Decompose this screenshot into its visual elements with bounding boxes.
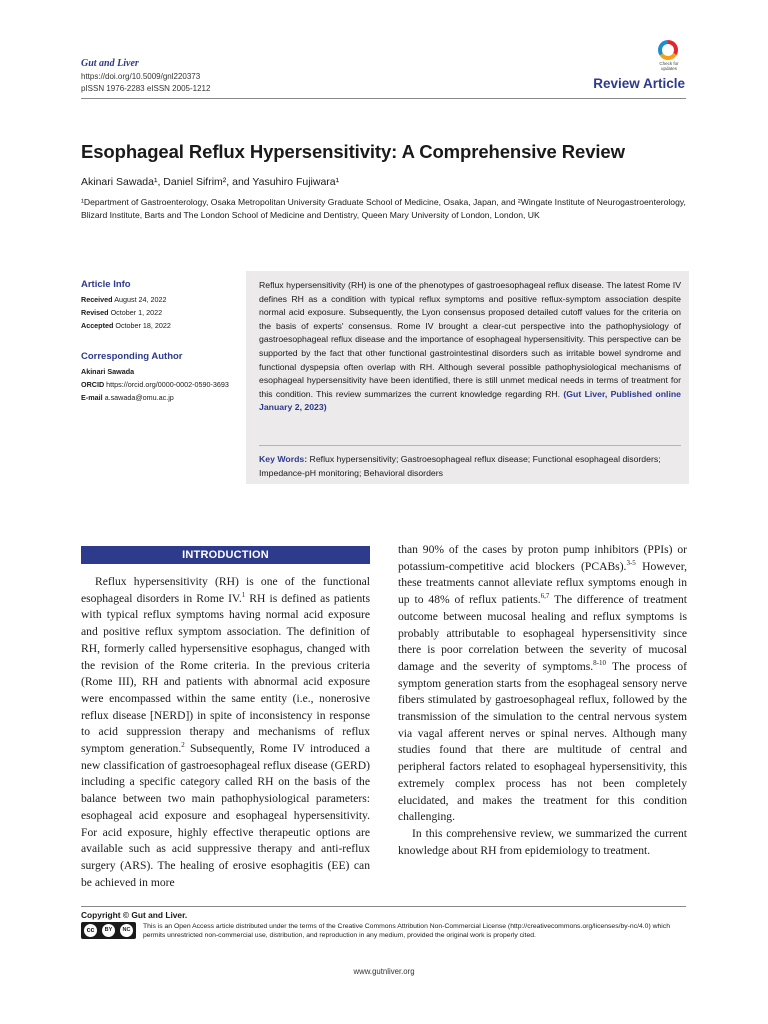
affiliations: ¹Department of Gastroenterology, Osaka Metropolitan University Graduate School of Medicine, Osaka, Japan, and ²Wingate Institute of Neurogastroenterology, Blizard Institute, Barts and The London School of Medicine and Dentistry, Queen Mary University of London, London, UK (81, 197, 686, 220)
author-list: Akinari Sawada¹, Daniel Sifrim², and Yasuhiro Fujiwara¹ (81, 176, 340, 188)
doi-link[interactable]: https://doi.org/10.5009/gnl220373 (81, 72, 201, 81)
by-icon: BY (102, 924, 115, 937)
abstract-citation: (Gut Liver, Published online January 2, 2023) (259, 388, 681, 413)
journal-website[interactable]: www.gutnliver.org (353, 967, 415, 976)
issn-line: pISSN 1976-2283 eISSN 2005-1212 (81, 84, 211, 93)
creative-commons-icon[interactable] (81, 922, 136, 939)
article-title: Esophageal Reflux Hypersensitivity: A Comprehensive Review (81, 141, 625, 162)
abstract-text: Reflux hypersensitivity (RH) is one of the phenotypes of gastroesophageal reflux disease. The latest Rome IV defines RH as a condition with typical reflux symptoms and positive reflux-symptom association despite normal acid exposure. Subsequently, the Lyon consensus proposed detailed cutoff values for the criteria on the basis of experts' consensus. Rome IV brought a clear-cut perspective into the pathophysiology of gastroesophageal reflux disease and the importance of esophageal hypersensitivity. This perspective can be supported by the fact that other functional gastrointestinal disorders such as irritable bowel syndrome and functional dyspepsia often overlap with RH. Although several possible pathophysiological mechanisms of esophageal hypersensitivity have been identified, there is still unmet medical needs in terms of treatment for this condition. This review summarizes the current knowledge regarding RH. (Gut Liver, Published online January 2, 2023) (259, 280, 681, 413)
corresponding-author-name: Akinari Sawada (81, 367, 135, 376)
body-paragraph: Reflux hypersensitivity (RH) is one of the functional esophageal disorders in Rome IV.$^1$ RH is defined as patients with typical reflux symptoms having normal acid exposure and positive reflux symptom association. The definition of RH, formerly called hypersensitive esophagus, changed with the revision of the Rome criteria. In the previous criteria (Rome III), RH and patients with abnormal acid exposure were encompassed within the same entity (i.e., nonerosive reflux disease [NERD]) in spite of inconsistency in response to acid suppression therapy and mechanisms of reflux symptom generation.$^2$ Subsequently, Rome IV introduced a new classification of gastroesophageal reflux disease (GERD) including a specific category called RH on the basis of the balance between two main pathophysiological parameters: esophageal acid exposure and esophageal hypersensitivity. For acid exposure, highly effective therapeutic options are available such as acid suppressive therapy and anti-reflux surgery (ARS). The healing of erosive esophagitis (EE) can be achieved in more (81, 575, 370, 889)
article-info-heading: Article Info (81, 279, 131, 290)
footer-divider (81, 906, 686, 907)
header-divider (81, 98, 686, 99)
check-for-updates-badge[interactable] (651, 38, 687, 74)
cc-icon: cc (84, 924, 97, 937)
license-text: This is an Open Access article distributed under the terms of the Creative Commons Attribution Non-Commercial License (http://creativecommons.org/licenses/by-nc/4.0) which permits unrestricted non-commercial use, distribution, and reproduction in any medium, provided the original work is properly cited. (143, 923, 670, 940)
received-date: Received August 24, 2022 (81, 295, 167, 304)
accepted-date: Accepted October 18, 2022 (81, 321, 171, 330)
keywords-divider (259, 445, 681, 446)
section-heading-introduction: INTRODUCTION (81, 546, 370, 564)
copyright-line: Copyright © Gut and Liver. (81, 910, 188, 920)
body-left-column (81, 574, 370, 891)
orcid-line[interactable]: ORCID https://orcid.org/0000-0002-0590-3693 (81, 380, 229, 389)
keywords: Key Words: Reflux hypersensitivity; Gastroesophageal reflux disease; Functional esophageal disorders; Impedance-pH monitoring; Behavioral disorders (259, 454, 661, 478)
article-type-label: Review Article (593, 76, 685, 91)
body-paragraph: than 90% of the cases by proton pump inhibitors (PPIs) or potassium-competitive acid blockers (PCABs).$^{3-5}$ However, these treatments cannot alleviate reflux symptoms enough in up to 48% of reflux patients.$^{6,7}$ The difference of treatment outcome between mucosal healing and reflux symptoms is probably attributable to esophageal hypersensitivity since there is poor correlation between the severity of mucosal damage and the severity of symptoms.$^{8-10}$ The process of symptom generation starts from the esophageal sensory nerve fibers stimulated by gastroesophageal reflux, followed by the transmission of the simulation to the central nervous system via vagal afferent nerves or spinal nerves. Although many studies found that there are multitude of central and peripheral factors related to esophageal hypersensitivity, this extremely complex process has not been completely elucidated, and makes the treatment for this condition challenging. (398, 543, 687, 824)
nc-icon: NC (120, 924, 133, 937)
email-line[interactable]: E-mail a.sawada@omu.ac.jp (81, 393, 174, 402)
revised-date: Revised October 1, 2022 (81, 308, 163, 317)
corresponding-author-heading: Corresponding Author (81, 351, 183, 362)
badge-label: Check for updates (659, 61, 679, 71)
journal-name: Gut and Liver (81, 58, 139, 69)
body-paragraph: In this comprehensive review, we summarized the current knowledge about RH from epidemiology to treatment. (398, 826, 687, 857)
body-right-column (398, 542, 687, 859)
